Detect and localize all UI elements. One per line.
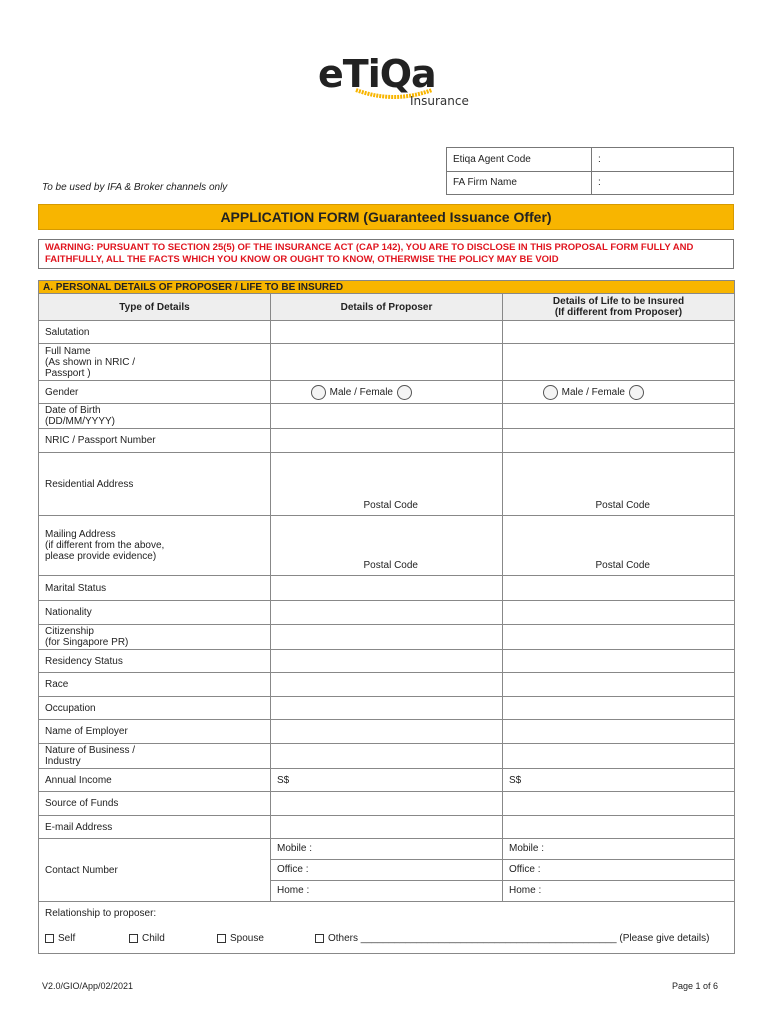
field-life-contact [503, 839, 735, 902]
label-gender: Gender [39, 381, 271, 404]
field-life-occupation[interactable] [503, 697, 735, 720]
col-life-header-line1: Details of Life to be Insured [552, 296, 685, 307]
row-salutation [39, 321, 735, 344]
field-life-dob[interactable] [503, 404, 735, 429]
field-proposer-occupation[interactable] [271, 697, 503, 720]
label-mailing-2: (if different from the above, [45, 540, 165, 551]
field-proposer-mobile[interactable]: Mobile : [271, 839, 502, 860]
row-source-funds [39, 792, 735, 816]
option-child-label: Child [142, 933, 165, 944]
field-life-mobile[interactable]: Mobile : [503, 839, 734, 860]
label-nature [39, 744, 271, 769]
checkbox-others[interactable] [315, 934, 324, 943]
row-nric [39, 429, 735, 453]
row-contact [39, 839, 735, 902]
etiqa-logo [314, 52, 479, 112]
field-life-mailing[interactable] [503, 516, 735, 576]
field-proposer-citizenship[interactable] [271, 625, 503, 650]
label-residency: Residency Status [39, 650, 271, 673]
row-email [39, 816, 735, 839]
label-full-name-2: (As shown in NRIC / [45, 356, 136, 368]
option-child[interactable] [129, 933, 165, 944]
field-proposer-office[interactable]: Office : [271, 860, 502, 881]
label-citizenship [39, 625, 271, 650]
field-life-employer[interactable] [503, 720, 735, 744]
checkbox-child[interactable] [129, 934, 138, 943]
channel-note: To be used by IFA & Broker channels only [42, 182, 228, 193]
row-nationality [39, 601, 735, 625]
field-proposer-employer[interactable] [271, 720, 503, 744]
label-nature-2: Industry [45, 756, 81, 767]
col-life-header-line2: (If different from Proposer) [554, 307, 683, 318]
field-life-nature[interactable] [503, 744, 735, 769]
field-proposer-dob[interactable] [271, 404, 503, 429]
label-mailing-3: please provide evidence) [45, 551, 157, 562]
field-life-residency[interactable] [503, 650, 735, 673]
relationship-cell [39, 902, 735, 954]
label-mailing-1: Mailing Address [45, 529, 116, 540]
field-life-salutation[interactable] [503, 321, 735, 344]
field-life-nationality[interactable] [503, 601, 735, 625]
label-occupation: Occupation [39, 697, 271, 720]
relationship-options [45, 933, 728, 947]
field-life-gender [503, 381, 735, 404]
field-proposer-nationality[interactable] [271, 601, 503, 625]
postal-code-label: Postal Code [363, 560, 418, 571]
row-race [39, 673, 735, 697]
section-a-heading: A. PERSONAL DETAILS OF PROPOSER / LIFE TO BE INSURED [39, 281, 735, 294]
row-full-name [39, 344, 735, 381]
field-proposer-email[interactable] [271, 816, 503, 839]
form-title: APPLICATION FORM (Guaranteed Issuance Offer) [38, 204, 734, 230]
label-nric: NRIC / Passport Number [39, 429, 271, 453]
field-life-home[interactable]: Home : [509, 885, 542, 896]
label-full-name-1: Full Name [45, 345, 91, 357]
field-life-nric[interactable] [503, 429, 735, 453]
row-citizenship [39, 625, 735, 650]
row-employer [39, 720, 735, 744]
row-dob [39, 404, 735, 429]
col-type-header: Type of Details [39, 294, 271, 321]
agent-code-label: Etiqa Agent Code [447, 148, 592, 172]
field-life-residential[interactable] [503, 453, 735, 516]
field-proposer-residential[interactable] [271, 453, 503, 516]
label-nationality: Nationality [39, 601, 271, 625]
row-relationship [39, 902, 735, 954]
field-proposer-full-name[interactable] [271, 344, 503, 381]
option-spouse-label: Spouse [230, 933, 264, 944]
field-life-full-name[interactable] [503, 344, 735, 381]
field-life-citizenship[interactable] [503, 625, 735, 650]
option-self[interactable] [45, 933, 75, 944]
postal-code-label: Postal Code [595, 500, 650, 511]
warning-notice: WARNING: PURSUANT TO SECTION 25(5) OF THE INSURANCE ACT (CAP 142), YOU ARE TO DISCLOSE IN THIS PROPOSAL FORM FULLY AND FAITHFULLY, ALL THE FACTS WHICH YOU KNOW OR OUGHT TO KNOW, OTHERWISE THE POLICY MAY BE VOID [38, 239, 734, 269]
field-proposer-marital[interactable] [271, 576, 503, 601]
row-income [39, 769, 735, 792]
label-citizenship-2: (for Singapore PR) [45, 637, 129, 648]
field-proposer-nature[interactable] [271, 744, 503, 769]
postal-code-label: Postal Code [595, 560, 650, 571]
gender-option-text: Male / Female [329, 386, 393, 398]
personal-details-table [38, 280, 735, 954]
radio-proposer-male[interactable] [311, 385, 326, 400]
label-salutation: Salutation [39, 321, 271, 344]
agent-code-row [447, 148, 734, 172]
radio-life-male[interactable] [543, 385, 558, 400]
relationship-label: Relationship to proposer: [45, 908, 157, 919]
logo-wordmark: eTiQa [318, 52, 436, 96]
option-others[interactable] [315, 933, 709, 944]
label-full-name [39, 344, 271, 381]
row-mailing-address [39, 516, 735, 576]
field-proposer-residency[interactable] [271, 650, 503, 673]
label-dob-2: (DD/MM/YYYY) [45, 416, 115, 427]
field-proposer-gender [271, 381, 503, 404]
logo-subtitle: Insurance [410, 94, 469, 108]
option-self-label: Self [58, 933, 76, 944]
label-full-name-3: Passport ) [45, 367, 91, 379]
section-a-heading-row [39, 281, 735, 294]
page-number: Page 1 of 6 [672, 981, 719, 991]
row-occupation [39, 697, 735, 720]
field-proposer-salutation[interactable] [271, 321, 503, 344]
label-marital: Marital Status [39, 576, 271, 601]
col-life-header [503, 294, 735, 321]
label-dob [39, 404, 271, 429]
label-source-funds: Source of Funds [39, 792, 271, 816]
label-contact: Contact Number [39, 839, 271, 902]
option-others-label: Others ______________________________________________ (Please give details) [328, 933, 710, 944]
agent-code-field[interactable]: : [592, 148, 734, 172]
radio-proposer-female[interactable] [397, 385, 412, 400]
label-race: Race [39, 673, 271, 697]
option-spouse[interactable] [217, 933, 264, 944]
field-proposer-nric[interactable] [271, 429, 503, 453]
field-life-marital[interactable] [503, 576, 735, 601]
checkbox-self[interactable] [45, 934, 54, 943]
col-proposer-header: Details of Proposer [271, 294, 503, 321]
row-gender [39, 381, 735, 404]
row-residency [39, 650, 735, 673]
label-dob-1: Date of Birth [45, 405, 101, 416]
field-proposer-mailing[interactable] [271, 516, 503, 576]
row-marital [39, 576, 735, 601]
row-residential-address [39, 453, 735, 516]
row-nature-business [39, 744, 735, 769]
label-email: E-mail Address [39, 816, 271, 839]
label-residential: Residential Address [39, 453, 271, 516]
field-life-race[interactable] [503, 673, 735, 697]
field-proposer-contact [271, 839, 503, 902]
fa-firm-field[interactable]: : [592, 171, 734, 195]
agent-info-table [446, 147, 734, 195]
field-life-income[interactable]: S$ [503, 769, 735, 792]
gender-option-text: Male / Female [561, 386, 625, 398]
field-life-office[interactable]: Office : [503, 860, 734, 881]
label-citizenship-1: Citizenship [45, 626, 94, 637]
checkbox-spouse[interactable] [217, 934, 226, 943]
label-nature-1: Nature of Business / [45, 745, 136, 756]
field-proposer-race[interactable] [271, 673, 503, 697]
postal-code-label: Postal Code [363, 500, 418, 511]
label-employer: Name of Employer [39, 720, 271, 744]
version-code: V2.0/GIO/App/02/2021 [42, 981, 134, 991]
fa-firm-label: FA Firm Name [447, 171, 592, 195]
field-proposer-source-funds[interactable] [271, 792, 503, 816]
fa-firm-row [447, 171, 734, 195]
column-header-row [39, 294, 735, 321]
radio-life-female[interactable] [629, 385, 644, 400]
field-life-source-funds[interactable] [503, 792, 735, 816]
field-proposer-income[interactable]: S$ [271, 769, 503, 792]
field-life-email[interactable] [503, 816, 735, 839]
label-income: Annual Income [39, 769, 271, 792]
label-mailing [39, 516, 271, 576]
field-proposer-home[interactable]: Home : [277, 885, 310, 896]
